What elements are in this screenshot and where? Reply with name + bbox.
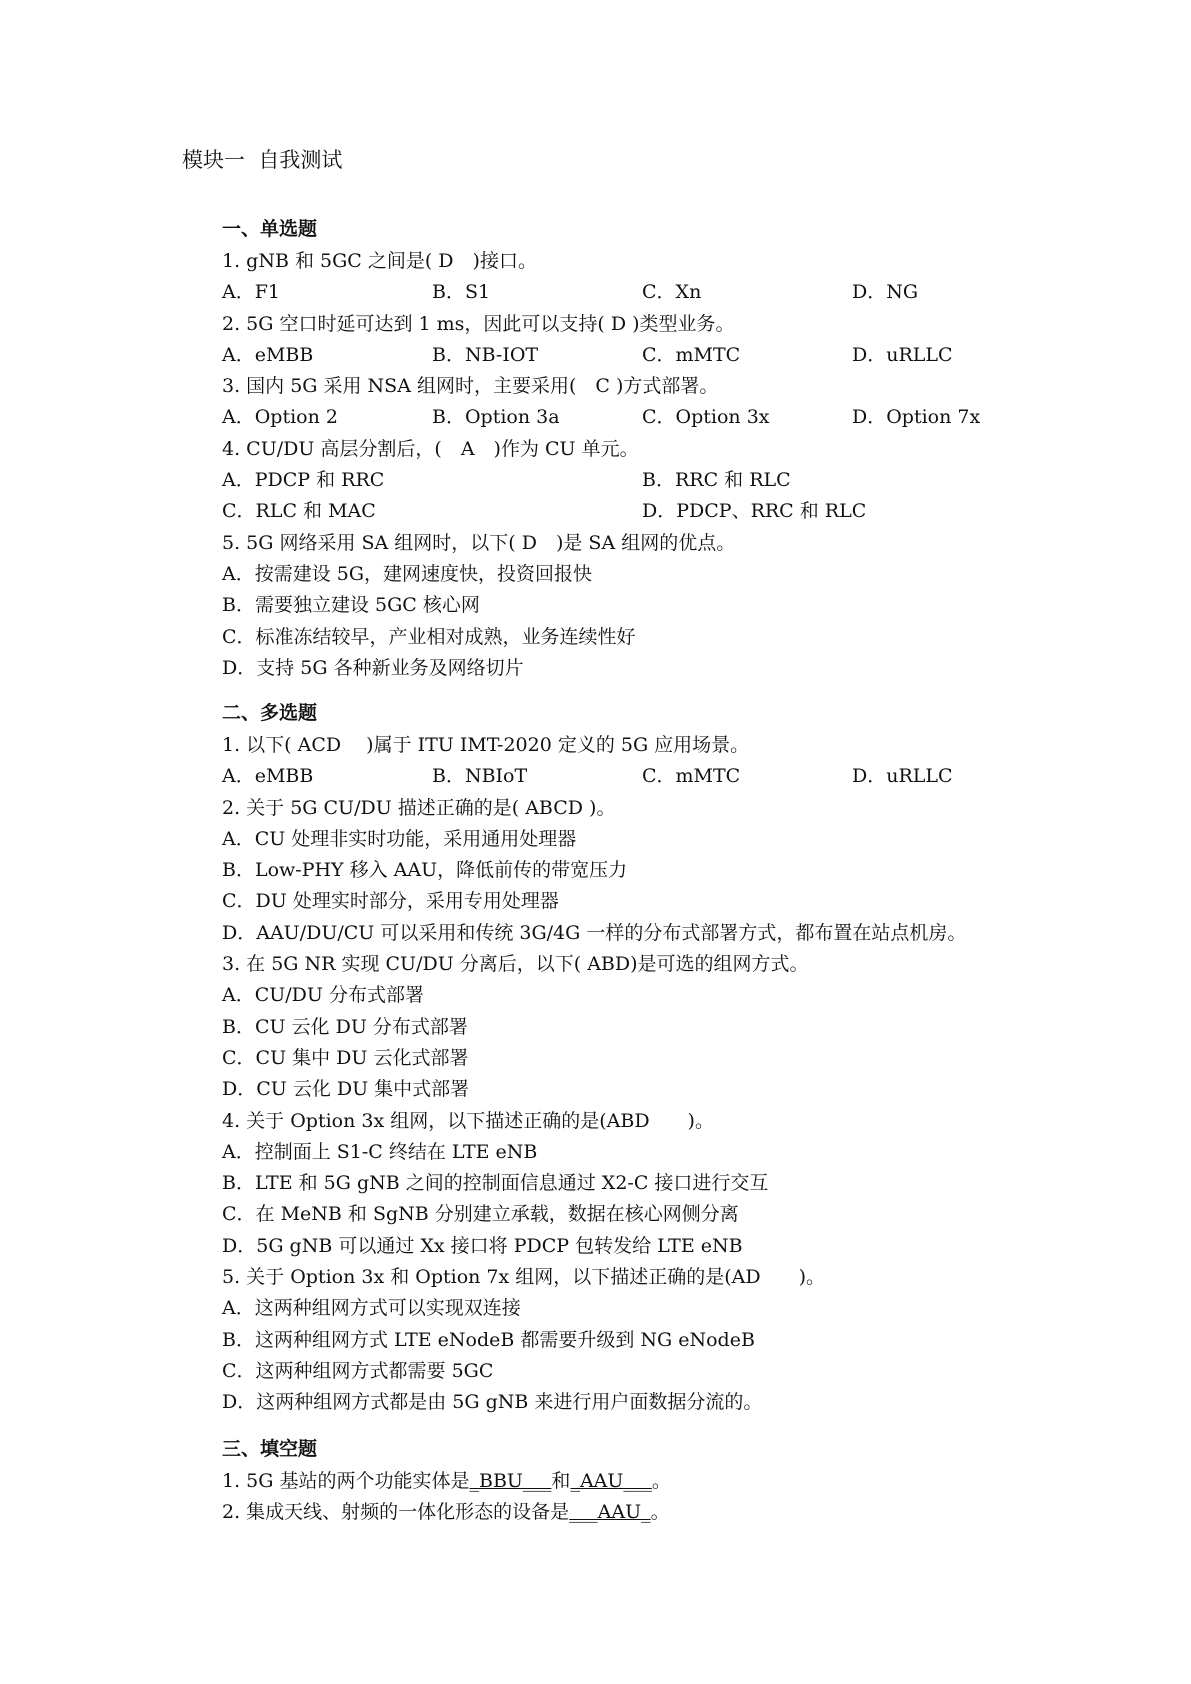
fill-suffix: 。: [650, 1501, 670, 1524]
question-stem: 5. 关于 Option 3x 和 Option 7x 组网，以下描述正确的是(AD )。: [222, 1266, 826, 1289]
option: B．LTE 和 5G gNB 之间的控制面信息通过 X2-C 接口进行交互: [222, 1172, 769, 1195]
fill-blank-answer: _BBU___: [469, 1470, 552, 1492]
option: C．mMTC: [642, 765, 741, 788]
option-row: [222, 496, 1122, 527]
fill-prefix: 1. 5G 基站的两个功能实体是: [222, 1470, 470, 1492]
section-single-choice: [222, 212, 1122, 684]
option: D．uRLLC: [852, 765, 953, 788]
option: C．RLC 和 MAC: [222, 500, 376, 523]
option: A．CU 处理非实时功能，采用通用处理器: [222, 827, 577, 850]
option: A．eMBB: [222, 765, 314, 788]
option: B．NB-IOT: [432, 343, 539, 366]
option: C．在 MeNB 和 SgNB 分别建立承载，数据在核心网侧分离: [222, 1203, 739, 1226]
option-row: [222, 465, 1122, 496]
module-title: 模块一 自我测试: [182, 148, 343, 172]
option-row: [222, 277, 1122, 308]
option: A．F1: [222, 281, 280, 304]
fill-blank-answer: ___AAU_: [569, 1501, 651, 1524]
option: A．按需建设 5G，建网速度快，投资回报快: [222, 562, 593, 585]
option: B．S1: [432, 281, 491, 304]
option-row: [222, 340, 1122, 371]
option: D．NG: [852, 281, 919, 304]
option: C．Option 3x: [642, 406, 770, 429]
fill-suffix: 。: [651, 1470, 671, 1492]
question-stem: 4. 关于 Option 3x 组网，以下描述正确的是(ABD )。: [222, 1109, 714, 1132]
question-stem: 3. 国内 5G 采用 NSA 组网时，主要采用( C )方式部署。: [222, 375, 719, 398]
option: D．支持 5G 各种新业务及网络切片: [222, 656, 524, 679]
option-row: [222, 402, 1122, 433]
option: D．Option 7x: [852, 406, 981, 429]
question-stem: 2. 关于 5G CU/DU 描述正确的是( ABCD )。: [222, 796, 616, 819]
option: A．PDCP 和 RRC: [222, 469, 385, 492]
fill-blank-answer: _AAU___: [570, 1470, 652, 1492]
option: B．Option 3a: [432, 406, 560, 429]
option-row: [222, 761, 1122, 792]
option: D．uRLLC: [852, 343, 953, 366]
section-title: 三、填空题: [222, 1438, 318, 1460]
option: D．这两种组网方式都是由 5G gNB 来进行用户面数据分流的。: [222, 1391, 763, 1414]
question-stem: 2. 5G 空口时延可达到 1 ms，因此可以支持( D )类型业务。: [222, 312, 735, 335]
question-stem: 4. CU/DU 高层分割后，( A )作为 CU 单元。: [222, 437, 639, 460]
option: D．PDCP、RRC 和 RLC: [642, 500, 867, 523]
fill-mid: 和: [551, 1470, 571, 1492]
section-title: 二、多选题: [222, 702, 318, 724]
option: D．CU 云化 DU 集中式部署: [222, 1078, 470, 1101]
option: A．CU/DU 分布式部署: [222, 984, 424, 1007]
question-stem: 1. 以下( ACD )属于 ITU IMT-2020 定义的 5G 应用场景。: [222, 734, 750, 756]
option: A．这两种组网方式可以实现双连接: [222, 1297, 521, 1320]
option: B．CU 云化 DU 分布式部署: [222, 1015, 468, 1038]
option: C．DU 处理实时部分，采用专用处理器: [222, 890, 559, 913]
option: D．AAU/DU/CU 可以采用和传统 3G/4G 一样的分布式部署方式，都布置在站点机房。: [222, 921, 967, 944]
option: B．NBIoT: [432, 765, 528, 788]
option: B．需要独立建设 5GC 核心网: [222, 594, 480, 617]
option: A．控制面上 S1-C 终结在 LTE eNB: [222, 1140, 538, 1163]
section-title: 一、单选题: [222, 218, 318, 240]
option: A．Option 2: [222, 406, 338, 429]
section-fill-in-blank: [222, 1432, 1122, 1529]
question-stem: 3. 在 5G NR 实现 CU/DU 分离后，以下( ABD)是可选的组网方式。: [222, 953, 809, 976]
fill-prefix: 2. 集成天线、射频的一体化形态的设备是: [222, 1501, 570, 1524]
option: B．这两种组网方式 LTE eNodeB 都需要升级到 NG eNodeB: [222, 1328, 755, 1351]
option: C．CU 集中 DU 云化式部署: [222, 1046, 469, 1069]
option: C．mMTC: [642, 343, 741, 366]
section-multiple-choice: [222, 696, 1122, 1419]
question-stem: 1. gNB 和 5GC 之间是( D )接口。: [222, 250, 537, 272]
option: C．Xn: [642, 281, 702, 304]
option: B．RRC 和 RLC: [642, 469, 791, 492]
option: B．Low-PHY 移入 AAU，降低前传的带宽压力: [222, 859, 628, 882]
option: C．标准冻结较早，产业相对成熟，业务连续性好: [222, 625, 636, 648]
option: C．这两种组网方式都需要 5GC: [222, 1359, 494, 1382]
fill-question-2: [222, 1497, 1122, 1528]
fill-question-1: [222, 1466, 1122, 1497]
option: A．eMBB: [222, 343, 314, 366]
option: D．5G gNB 可以通过 Xx 接口将 PDCP 包转发给 LTE eNB: [222, 1234, 743, 1257]
question-stem: 5. 5G 网络采用 SA 组网时，以下( D )是 SA 组网的优点。: [222, 531, 736, 554]
